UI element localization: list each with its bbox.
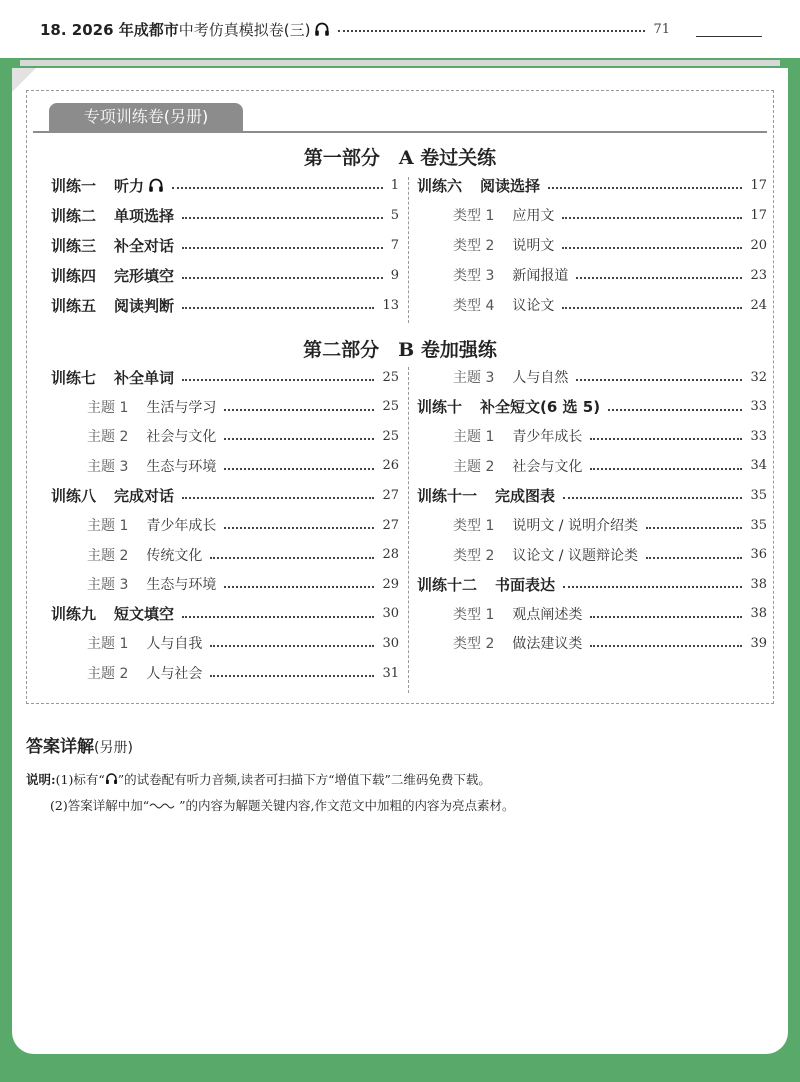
toc-entry (87, 633, 399, 653)
toc-entry-title: 完成对话 (114, 486, 175, 505)
note-line-2 (50, 796, 514, 814)
page-number: 28 (382, 547, 399, 563)
page-number: 25 (382, 369, 399, 385)
leader-dots (590, 468, 742, 470)
leader-dots (182, 616, 374, 618)
toc-entry-label: 训练十二 (417, 575, 478, 594)
page-number: 39 (750, 635, 767, 651)
toc-entry-title: 社会与文化 (146, 429, 217, 446)
page-number: 33 (750, 399, 767, 415)
page-number: 27 (382, 487, 399, 503)
leader-dots (210, 675, 374, 677)
leader-dots (563, 586, 742, 588)
toc-entry (87, 515, 399, 535)
toc-entry (417, 175, 767, 195)
toc-entry-label: 类型 4 (453, 298, 495, 314)
toc-entry-label: 训练十一 (417, 486, 478, 505)
page-number: 7 (390, 237, 399, 253)
header-stripe (20, 60, 780, 66)
page-number: 13 (382, 297, 399, 313)
toc-entry-title: 社会与文化 (512, 458, 583, 475)
header-subject: 中考仿真模拟卷(三) (178, 20, 311, 39)
leader-dots (562, 247, 742, 249)
header-page-number: 71 (653, 21, 670, 37)
leader-dots (590, 645, 742, 647)
page-number: 34 (750, 458, 767, 474)
toc-entry-title: 说明文 / 说明介绍类 (512, 518, 638, 534)
toc-entry (51, 485, 399, 505)
page-number: 35 (750, 517, 767, 533)
toc-entry (453, 265, 767, 285)
page-sheet (12, 68, 788, 1054)
page-number: 29 (382, 576, 399, 592)
toc-entry-label: 训练六 (417, 176, 463, 195)
toc-entry-label: 主题 1 (87, 518, 129, 534)
leader-dots (562, 217, 742, 219)
toc-entry (51, 175, 399, 195)
toc-entry-label: 类型 3 (453, 268, 495, 284)
leader-dots (182, 497, 374, 499)
leader-dots (646, 557, 742, 559)
note-line-2-start: (2)答案详解中加“ (50, 798, 150, 813)
booklet-toc-box (26, 90, 774, 704)
toc-entry-label: 训练九 (51, 605, 97, 624)
answers-heading (26, 732, 133, 757)
leader-dots (210, 557, 374, 559)
note-line-1-start: (1)标有“ (55, 772, 105, 787)
toc-entry-title: 单项选择 (114, 206, 175, 225)
toc-entry-label: 主题 2 (87, 429, 129, 446)
toc-entry (87, 397, 399, 417)
toc-entry (417, 397, 767, 417)
leader-dots (646, 527, 742, 529)
leader-dots (224, 527, 374, 529)
page-number: 17 (750, 207, 767, 223)
note-line-1 (26, 770, 491, 788)
toc-entry (87, 663, 399, 683)
toc-entry-title: 应用文 (512, 208, 555, 224)
toc-entry-label: 训练五 (51, 296, 97, 315)
toc-entry (453, 456, 767, 476)
leader-dots (172, 187, 383, 189)
toc-entry-label: 类型 2 (453, 636, 495, 653)
toc-entry-label: 主题 2 (453, 458, 495, 475)
toc-entry-title: 做法建议类 (512, 636, 583, 653)
part-b-divider (408, 367, 409, 693)
note-label: 说明: (26, 772, 56, 787)
toc-entry (51, 604, 399, 624)
page-number: 24 (750, 297, 767, 313)
leader-dots (576, 379, 742, 381)
page-header (0, 0, 800, 58)
toc-entry (453, 367, 767, 387)
page-number: 26 (382, 458, 399, 474)
toc-entry-title: 生态与环境 (146, 577, 217, 594)
toc-entry-title: 青少年成长 (512, 429, 583, 446)
toc-entry-title: 补全单词 (114, 368, 175, 387)
toc-entry (417, 574, 767, 594)
part-a-divider (408, 177, 409, 323)
toc-entry (51, 205, 399, 225)
header-leader-dots (338, 30, 645, 32)
headphones-icon (148, 177, 164, 193)
page-number: 9 (390, 267, 399, 283)
toc-entry (87, 456, 399, 476)
toc-entry-title: 人与自然 (512, 370, 569, 386)
toc-entry-label: 类型 1 (453, 208, 495, 224)
toc-entry-title: 阅读判断 (114, 296, 175, 315)
leader-dots (182, 379, 374, 381)
toc-entry-title: 补全短文(6 选 5) (480, 398, 601, 417)
toc-entry-label: 训练四 (51, 266, 97, 285)
booklet-tab: 专项训练卷(另册) (49, 103, 243, 131)
note-line-1-end: ”的试卷配有听力音频,读者可扫描下方“增值下载”二维码免费下载。 (117, 772, 491, 787)
toc-entry (453, 235, 767, 255)
leader-dots (576, 277, 742, 279)
page-number: 25 (382, 428, 399, 444)
page-number: 17 (750, 177, 767, 193)
leader-dots (548, 187, 742, 189)
leader-dots (563, 497, 742, 499)
toc-entry (417, 485, 767, 505)
toc-entry (453, 515, 767, 535)
toc-entry-label: 主题 3 (453, 370, 495, 386)
toc-entry (87, 574, 399, 594)
toc-entry-title: 人与自我 (146, 636, 203, 653)
toc-entry-label: 主题 1 (87, 636, 129, 653)
leader-dots (182, 247, 383, 249)
toc-entry (87, 545, 399, 565)
leader-dots (182, 217, 383, 219)
toc-entry-label: 主题 1 (453, 429, 495, 446)
toc-entry-title: 完成图表 (495, 486, 556, 505)
page-number: 5 (390, 207, 399, 223)
page-number: 1 (390, 177, 399, 193)
toc-entry (51, 367, 399, 387)
leader-dots (182, 277, 383, 279)
booklet-tab-rule (33, 131, 767, 133)
page-number: 30 (382, 606, 399, 622)
toc-entry-title: 议论文 (512, 298, 555, 314)
toc-entry-title: 完形填空 (114, 266, 175, 285)
leader-dots (608, 409, 742, 411)
page-number: 38 (750, 576, 767, 592)
toc-entry-label: 类型 1 (453, 518, 495, 534)
page-number: 32 (750, 369, 767, 385)
toc-entry-title: 青少年成长 (146, 518, 217, 534)
toc-entry-title: 说明文 (512, 238, 555, 254)
toc-entry-title: 短文填空 (114, 605, 175, 624)
toc-entry-title: 补全对话 (114, 236, 175, 255)
page-number: 31 (382, 665, 399, 681)
toc-entry (87, 426, 399, 446)
toc-entry-label: 主题 3 (87, 458, 129, 475)
headphones-icon (105, 772, 118, 785)
leader-dots (224, 468, 374, 470)
leader-dots (224, 438, 374, 440)
leader-dots (590, 616, 742, 618)
toc-entry-label: 类型 2 (453, 547, 495, 564)
page-number: 20 (750, 237, 767, 253)
page-number: 23 (750, 267, 767, 283)
toc-entry (453, 604, 767, 624)
toc-entry-label: 主题 3 (87, 577, 129, 594)
toc-entry-title: 生活与学习 (146, 399, 217, 416)
toc-entry-title: 生态与环境 (146, 458, 217, 475)
page-number: 25 (382, 399, 399, 415)
toc-entry-label: 类型 1 (453, 606, 495, 623)
header-entry (40, 18, 670, 40)
toc-entry (51, 265, 399, 285)
toc-entry (453, 545, 767, 565)
toc-entry-label: 训练十 (417, 398, 463, 417)
part-a-title: 第一部分 A 卷过关练 (303, 147, 497, 169)
toc-entry-title: 人与社会 (146, 666, 203, 682)
toc-entry-title: 观点阐述类 (512, 606, 583, 623)
toc-entry-title: 阅读选择 (480, 176, 541, 195)
leader-dots (224, 409, 374, 411)
headphones-icon (314, 21, 330, 37)
toc-entry-title: 听力 (114, 176, 145, 195)
answers-suffix: (另册) (94, 740, 133, 756)
toc-entry-label: 类型 2 (453, 238, 495, 254)
part-b-title: 第二部分 B 卷加强练 (303, 339, 497, 361)
page-number: 33 (750, 428, 767, 444)
toc-entry-label: 主题 2 (87, 547, 129, 564)
leader-dots (182, 307, 374, 309)
toc-entry-label: 训练八 (51, 486, 97, 505)
toc-entry-label: 训练七 (51, 368, 97, 387)
leader-dots (210, 645, 374, 647)
toc-entry (453, 205, 767, 225)
toc-entry-title: 新闻报道 (512, 268, 569, 284)
toc-entry-label: 主题 1 (87, 399, 129, 416)
toc-entry-title: 传统文化 (146, 547, 203, 564)
note-line-2-end: ”的内容为解题关键内容,作文范文中加粗的内容为亮点素材。 (179, 798, 515, 813)
leader-dots (562, 307, 742, 309)
toc-entry-title: 书面表达 (495, 575, 556, 594)
toc-entry-label: 训练一 (51, 176, 97, 195)
wavy-underline-icon (149, 800, 179, 810)
toc-entry (51, 295, 399, 315)
header-label: 18. 2026 年成都市 (40, 20, 179, 39)
toc-entry-title: 议论文 / 议题辩论类 (512, 547, 638, 564)
toc-entry-label: 主题 2 (87, 666, 129, 682)
page-number: 38 (750, 606, 767, 622)
page-number: 36 (750, 547, 767, 563)
answers-title: 答案详解 (26, 737, 94, 757)
toc-entry (453, 633, 767, 653)
page-number: 35 (750, 487, 767, 503)
leader-dots (224, 586, 374, 588)
header-rule (696, 36, 762, 37)
page-number: 27 (382, 517, 399, 533)
toc-entry-label: 训练二 (51, 206, 97, 225)
page-number: 30 (382, 635, 399, 651)
toc-entry (51, 235, 399, 255)
toc-entry-label: 训练三 (51, 236, 97, 255)
toc-entry (453, 426, 767, 446)
leader-dots (590, 438, 742, 440)
toc-entry (453, 295, 767, 315)
